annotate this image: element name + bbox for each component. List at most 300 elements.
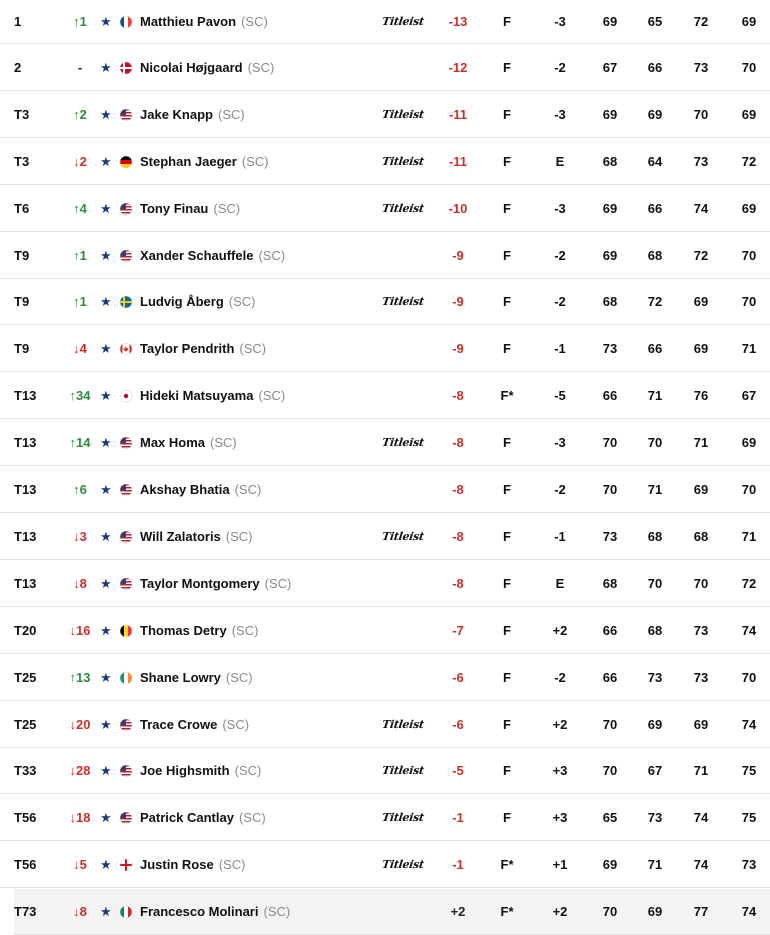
today-score: -2 (554, 59, 566, 75)
round-2: 71 (647, 388, 663, 404)
player-name[interactable]: Will Zalatoris (SC) (140, 528, 253, 544)
today-score: +3 (552, 810, 568, 826)
player-tag: (SC) (234, 482, 262, 497)
player-row[interactable] (0, 45, 770, 91)
to-par: -9 (452, 247, 464, 263)
flag-icon-it (119, 905, 133, 919)
round-1: 70 (602, 763, 618, 779)
round-2: 73 (647, 810, 663, 826)
player-tag: (SC) (234, 763, 262, 779)
flag-icon-us (119, 811, 133, 825)
sponsor-logo: Titleist (381, 717, 425, 731)
player-name[interactable]: Xander Schauffele (SC) (140, 247, 286, 263)
round-1: 70 (602, 482, 618, 497)
today-score: E (555, 153, 565, 169)
today-score: E (555, 575, 565, 591)
flag-icon-dk (119, 61, 133, 75)
to-par: -11 (448, 153, 468, 169)
round-2: 68 (647, 247, 663, 263)
round-2: 69 (647, 716, 663, 732)
position-movement: ↑14 (69, 435, 91, 451)
player-row[interactable] (0, 233, 770, 279)
today-score: -5 (554, 388, 566, 404)
today-score: -2 (554, 294, 566, 310)
round-1: 69 (602, 14, 618, 29)
sponsor-logo: Titleist (381, 15, 425, 28)
round-3: 69 (693, 341, 709, 357)
round-1: 70 (602, 716, 618, 732)
round-3: 76 (693, 388, 709, 404)
today-score: -2 (554, 482, 566, 497)
round-1: 66 (602, 622, 618, 638)
round-4: 74 (741, 622, 757, 638)
flag-icon-fr (119, 15, 133, 29)
flag-icon-us (119, 108, 133, 122)
sponsor-logo (379, 467, 425, 513)
position: T25 (14, 669, 37, 685)
today-score: -2 (554, 669, 566, 685)
player-row[interactable] (0, 326, 770, 372)
position: T3 (14, 106, 30, 122)
star-icon[interactable]: ★ (100, 14, 112, 29)
thru: F (503, 669, 511, 685)
round-4: 71 (741, 341, 757, 357)
sponsor-logo (379, 561, 425, 607)
player-name[interactable]: Trace Crowe (SC) (140, 716, 250, 732)
player-name[interactable]: Ludvig Åberg (SC) (140, 294, 256, 310)
thru: F (503, 716, 511, 732)
round-4: 70 (741, 59, 757, 75)
player-row[interactable] (0, 186, 770, 232)
flag-icon-us (119, 483, 133, 497)
position-movement: ↑1 (73, 14, 87, 29)
player-tag: (SC) (210, 435, 237, 451)
thru: F* (500, 904, 514, 920)
round-1: 69 (602, 857, 618, 873)
player-tag: (SC) (225, 669, 253, 685)
sponsor-logo (379, 233, 425, 279)
round-1: 68 (602, 294, 618, 310)
star-icon[interactable]: ★ (100, 247, 112, 263)
today-score: -3 (554, 200, 566, 216)
round-4: 69 (741, 200, 757, 216)
round-2: 71 (647, 857, 663, 873)
player-name[interactable]: Hideki Matsuyama (SC) (140, 388, 286, 404)
position: T13 (14, 575, 37, 591)
thru: F (503, 435, 511, 451)
player-name[interactable]: Taylor Montgomery (SC) (140, 575, 292, 591)
today-score: -2 (554, 247, 566, 263)
thru: F (503, 14, 511, 29)
to-par: -11 (448, 106, 468, 122)
today-score: -3 (554, 435, 566, 451)
today-score: -1 (554, 528, 566, 544)
round-3: 74 (693, 857, 709, 873)
round-3: 70 (693, 575, 709, 591)
position: T9 (14, 294, 30, 310)
sponsor-logo: Titleist (381, 529, 425, 543)
position: T6 (14, 200, 30, 216)
player-row[interactable] (0, 92, 770, 138)
player-tag: (SC) (222, 716, 250, 732)
round-2: 65 (647, 14, 663, 29)
star-icon[interactable]: ★ (100, 388, 112, 404)
thru: F (503, 106, 511, 122)
thru: F (503, 763, 511, 779)
position: 1 (14, 14, 22, 29)
position-movement: ↓16 (69, 622, 91, 638)
today-score: -1 (554, 341, 566, 357)
star-icon[interactable]: ★ (100, 622, 112, 638)
round-3: 69 (693, 716, 709, 732)
star-icon[interactable]: ★ (100, 904, 112, 920)
thru: F (503, 341, 511, 357)
round-2: 73 (647, 669, 663, 685)
round-3: 70 (693, 106, 709, 122)
player-tag: (SC) (238, 810, 266, 826)
star-icon[interactable]: ★ (100, 294, 112, 310)
star-icon[interactable]: ★ (100, 763, 112, 779)
player-tag: (SC) (218, 857, 246, 873)
round-4: 75 (741, 810, 757, 826)
to-par: -6 (452, 669, 464, 685)
sponsor-logo (379, 45, 425, 91)
player-name[interactable]: Justin Rose (SC) (140, 857, 246, 873)
player-row[interactable] (0, 0, 770, 44)
round-4: 75 (741, 763, 757, 779)
thru: F (503, 810, 511, 826)
position-movement: ↑34 (69, 388, 91, 404)
flag-icon-jp (119, 389, 133, 403)
flag-icon-us (119, 249, 133, 263)
round-4: 70 (741, 482, 757, 497)
round-3: 69 (693, 482, 709, 497)
round-1: 69 (602, 106, 618, 122)
to-par: -1 (452, 810, 464, 826)
round-1: 73 (602, 341, 618, 357)
round-1: 69 (602, 247, 618, 263)
to-par: -13 (448, 14, 468, 29)
player-tag: (SC) (247, 59, 275, 75)
player-name[interactable]: Stephan Jaeger (SC) (140, 153, 269, 169)
round-2: 70 (647, 435, 663, 451)
player-row[interactable] (0, 748, 770, 794)
star-icon[interactable]: ★ (100, 435, 112, 451)
thru: F (503, 575, 511, 591)
today-score: +2 (552, 904, 568, 920)
player-row[interactable] (0, 795, 770, 841)
position: T13 (14, 482, 37, 497)
player-row[interactable] (0, 655, 770, 701)
today-score: +2 (552, 716, 568, 732)
position-movement: - (77, 59, 83, 75)
player-tag: (SC) (225, 528, 253, 544)
position: T9 (14, 247, 30, 263)
position-movement: ↑1 (73, 294, 87, 310)
sponsor-logo (379, 655, 425, 701)
to-par: -8 (452, 435, 464, 451)
player-tag: (SC) (239, 341, 267, 357)
position-movement: ↓8 (73, 904, 87, 920)
sponsor-logo: Titleist (381, 295, 425, 309)
thru: F (503, 622, 511, 638)
round-3: 72 (693, 14, 709, 29)
to-par: +2 (450, 904, 466, 920)
flag-icon-be (119, 624, 133, 638)
round-4: 69 (741, 435, 757, 451)
round-4: 72 (741, 153, 757, 169)
round-2: 68 (647, 528, 663, 544)
player-row[interactable] (0, 702, 770, 748)
round-2: 72 (647, 294, 663, 310)
sponsor-logo: Titleist (381, 154, 425, 168)
player-name[interactable]: Patrick Cantlay (SC) (140, 810, 266, 826)
flag-icon-ca (119, 342, 133, 356)
sponsor-logo: Titleist (381, 436, 425, 450)
player-tag: (SC) (213, 200, 241, 216)
round-1: 73 (602, 528, 618, 544)
star-icon[interactable]: ★ (100, 575, 112, 591)
position-movement: ↓5 (73, 857, 87, 873)
position-movement: ↑1 (73, 247, 87, 263)
position: T13 (14, 388, 37, 404)
round-1: 67 (602, 59, 618, 75)
round-3: 71 (693, 763, 709, 779)
position: T3 (14, 153, 30, 169)
thru: F (503, 482, 511, 497)
round-4: 69 (741, 106, 757, 122)
round-2: 70 (647, 575, 663, 591)
star-icon[interactable]: ★ (100, 528, 112, 544)
position-movement: ↓18 (69, 810, 91, 826)
sponsor-logo: Titleist (381, 811, 425, 825)
to-par: -9 (452, 294, 464, 310)
player-name[interactable]: Matthieu Pavon (SC) (140, 14, 268, 29)
position: T13 (14, 435, 37, 451)
position: T20 (14, 622, 37, 638)
star-icon[interactable]: ★ (100, 341, 112, 357)
sponsor-logo: Titleist (381, 107, 425, 121)
flag-icon-us (119, 436, 133, 450)
flag-icon-de (119, 155, 133, 169)
flag-icon-se (119, 295, 133, 309)
round-3: 71 (693, 435, 709, 451)
round-2: 64 (647, 153, 663, 169)
round-2: 69 (647, 904, 663, 920)
player-name[interactable]: Francesco Molinari (SC) (140, 904, 291, 920)
round-1: 69 (602, 200, 618, 216)
player-tag: (SC) (241, 153, 269, 169)
round-3: 77 (693, 904, 709, 920)
round-2: 66 (647, 200, 663, 216)
flag-icon-ie (119, 671, 133, 685)
round-4: 74 (741, 716, 757, 732)
player-name[interactable]: Thomas Detry (SC) (140, 622, 259, 638)
position-movement: ↓20 (69, 716, 91, 732)
round-2: 66 (647, 341, 663, 357)
position: T13 (14, 528, 37, 544)
thru: F* (500, 388, 514, 404)
position-movement: ↑6 (73, 482, 87, 497)
thru: F (503, 294, 511, 310)
round-3: 74 (693, 200, 709, 216)
star-icon[interactable]: ★ (100, 669, 112, 685)
player-name[interactable]: Nicolai Højgaard (SC) (140, 59, 275, 75)
position: 2 (14, 59, 22, 75)
player-row[interactable] (0, 139, 770, 185)
today-score: -3 (554, 14, 566, 29)
star-icon[interactable]: ★ (100, 200, 112, 216)
player-name[interactable]: Taylor Pendrith (SC) (140, 341, 267, 357)
player-tag: (SC) (258, 388, 286, 404)
position: T73 (14, 904, 37, 920)
player-row[interactable] (0, 608, 770, 654)
flag-icon-us (119, 530, 133, 544)
flag-icon-en (119, 858, 133, 872)
position: T25 (14, 716, 37, 732)
position-movement: ↑13 (69, 669, 91, 685)
to-par: -8 (452, 528, 464, 544)
player-tag: (SC) (264, 575, 292, 591)
thru: F* (500, 857, 514, 873)
to-par: -9 (452, 341, 464, 357)
player-name[interactable]: Shane Lowry (SC) (140, 669, 253, 685)
star-icon[interactable]: ★ (100, 106, 112, 122)
star-icon[interactable]: ★ (100, 810, 112, 826)
today-score: +2 (552, 622, 568, 638)
player-row[interactable] (0, 842, 770, 888)
round-1: 70 (602, 904, 618, 920)
player-name[interactable]: Akshay Bhatia (SC) (140, 482, 262, 497)
round-1: 66 (602, 669, 618, 685)
player-row[interactable] (0, 279, 770, 325)
round-1: 68 (602, 575, 618, 591)
thru: F (503, 153, 511, 169)
player-name[interactable]: Max Homa (SC) (140, 435, 237, 451)
position-movement: ↓8 (73, 575, 87, 591)
to-par: -8 (452, 575, 464, 591)
to-par: -8 (452, 482, 464, 497)
to-par: -10 (448, 200, 468, 216)
star-icon[interactable]: ★ (100, 716, 112, 732)
player-row[interactable] (0, 561, 770, 607)
position-movement: ↓2 (73, 153, 87, 169)
to-par: -12 (448, 59, 468, 75)
round-4: 70 (741, 669, 757, 685)
sponsor-logo (379, 373, 425, 419)
player-tag: (SC) (231, 622, 259, 638)
today-score: +1 (552, 857, 568, 873)
round-1: 70 (602, 435, 618, 451)
sponsor-logo: Titleist (381, 858, 425, 872)
player-row[interactable] (0, 514, 770, 560)
position-movement: ↑4 (73, 200, 87, 216)
player-row[interactable] (0, 420, 770, 466)
round-1: 66 (602, 388, 618, 404)
position-movement: ↑2 (73, 106, 87, 122)
round-1: 65 (602, 810, 618, 826)
round-2: 71 (647, 482, 663, 497)
round-4: 72 (741, 575, 757, 591)
thru: F (503, 528, 511, 544)
thru: F (503, 59, 511, 75)
round-4: 73 (741, 857, 757, 873)
round-2: 67 (647, 763, 663, 779)
player-row[interactable] (0, 373, 770, 419)
round-3: 73 (693, 59, 709, 75)
player-name[interactable]: Jake Knapp (SC) (140, 106, 245, 122)
flag-icon-us (119, 577, 133, 591)
sponsor-logo: Titleist (381, 764, 425, 778)
round-2: 69 (647, 106, 663, 122)
round-4: 69 (741, 14, 757, 29)
player-tag: (SC) (228, 294, 256, 310)
flag-icon-us (119, 202, 133, 216)
round-4: 70 (741, 294, 757, 310)
player-row[interactable] (14, 889, 770, 935)
today-score: +3 (552, 763, 568, 779)
position-movement: ↓3 (73, 528, 87, 544)
position: T56 (14, 857, 37, 873)
position: T9 (14, 341, 30, 357)
player-tag: (SC) (263, 904, 291, 920)
position: T33 (14, 763, 37, 779)
position-movement: ↓4 (73, 341, 87, 357)
round-3: 74 (693, 810, 709, 826)
player-row[interactable] (0, 467, 770, 513)
today-score: -3 (554, 106, 566, 122)
player-tag: (SC) (258, 247, 286, 263)
star-icon[interactable]: ★ (100, 59, 112, 75)
round-3: 73 (693, 622, 709, 638)
to-par: -1 (452, 857, 464, 873)
player-name[interactable]: Joe Highsmith (SC) (140, 763, 262, 779)
thru: F (503, 200, 511, 216)
to-par: -8 (452, 388, 464, 404)
player-name[interactable]: Tony Finau (SC) (140, 200, 241, 216)
position: T56 (14, 810, 37, 826)
flag-icon-us (119, 764, 133, 778)
to-par: -7 (452, 622, 464, 638)
round-3: 73 (693, 669, 709, 685)
sponsor-logo: Titleist (381, 201, 425, 215)
player-tag: (SC) (241, 14, 268, 29)
round-3: 72 (693, 247, 709, 263)
round-3: 73 (693, 153, 709, 169)
round-3: 68 (693, 528, 709, 544)
flag-icon-us (119, 718, 133, 732)
player-tag: (SC) (217, 106, 245, 122)
round-4: 67 (741, 388, 757, 404)
round-2: 68 (647, 622, 663, 638)
thru: F (503, 247, 511, 263)
star-icon[interactable]: ★ (100, 482, 112, 497)
round-1: 68 (602, 153, 618, 169)
to-par: -5 (452, 763, 464, 779)
star-icon[interactable]: ★ (100, 153, 112, 169)
to-par: -6 (452, 716, 464, 732)
position-movement: ↓28 (69, 763, 91, 779)
round-2: 66 (647, 59, 663, 75)
sponsor-logo (379, 608, 425, 654)
star-icon[interactable]: ★ (100, 857, 112, 873)
sponsor-logo (379, 889, 425, 935)
round-3: 69 (693, 294, 709, 310)
round-4: 70 (741, 247, 757, 263)
round-4: 71 (741, 528, 757, 544)
round-4: 74 (741, 904, 757, 920)
sponsor-logo (379, 326, 425, 372)
